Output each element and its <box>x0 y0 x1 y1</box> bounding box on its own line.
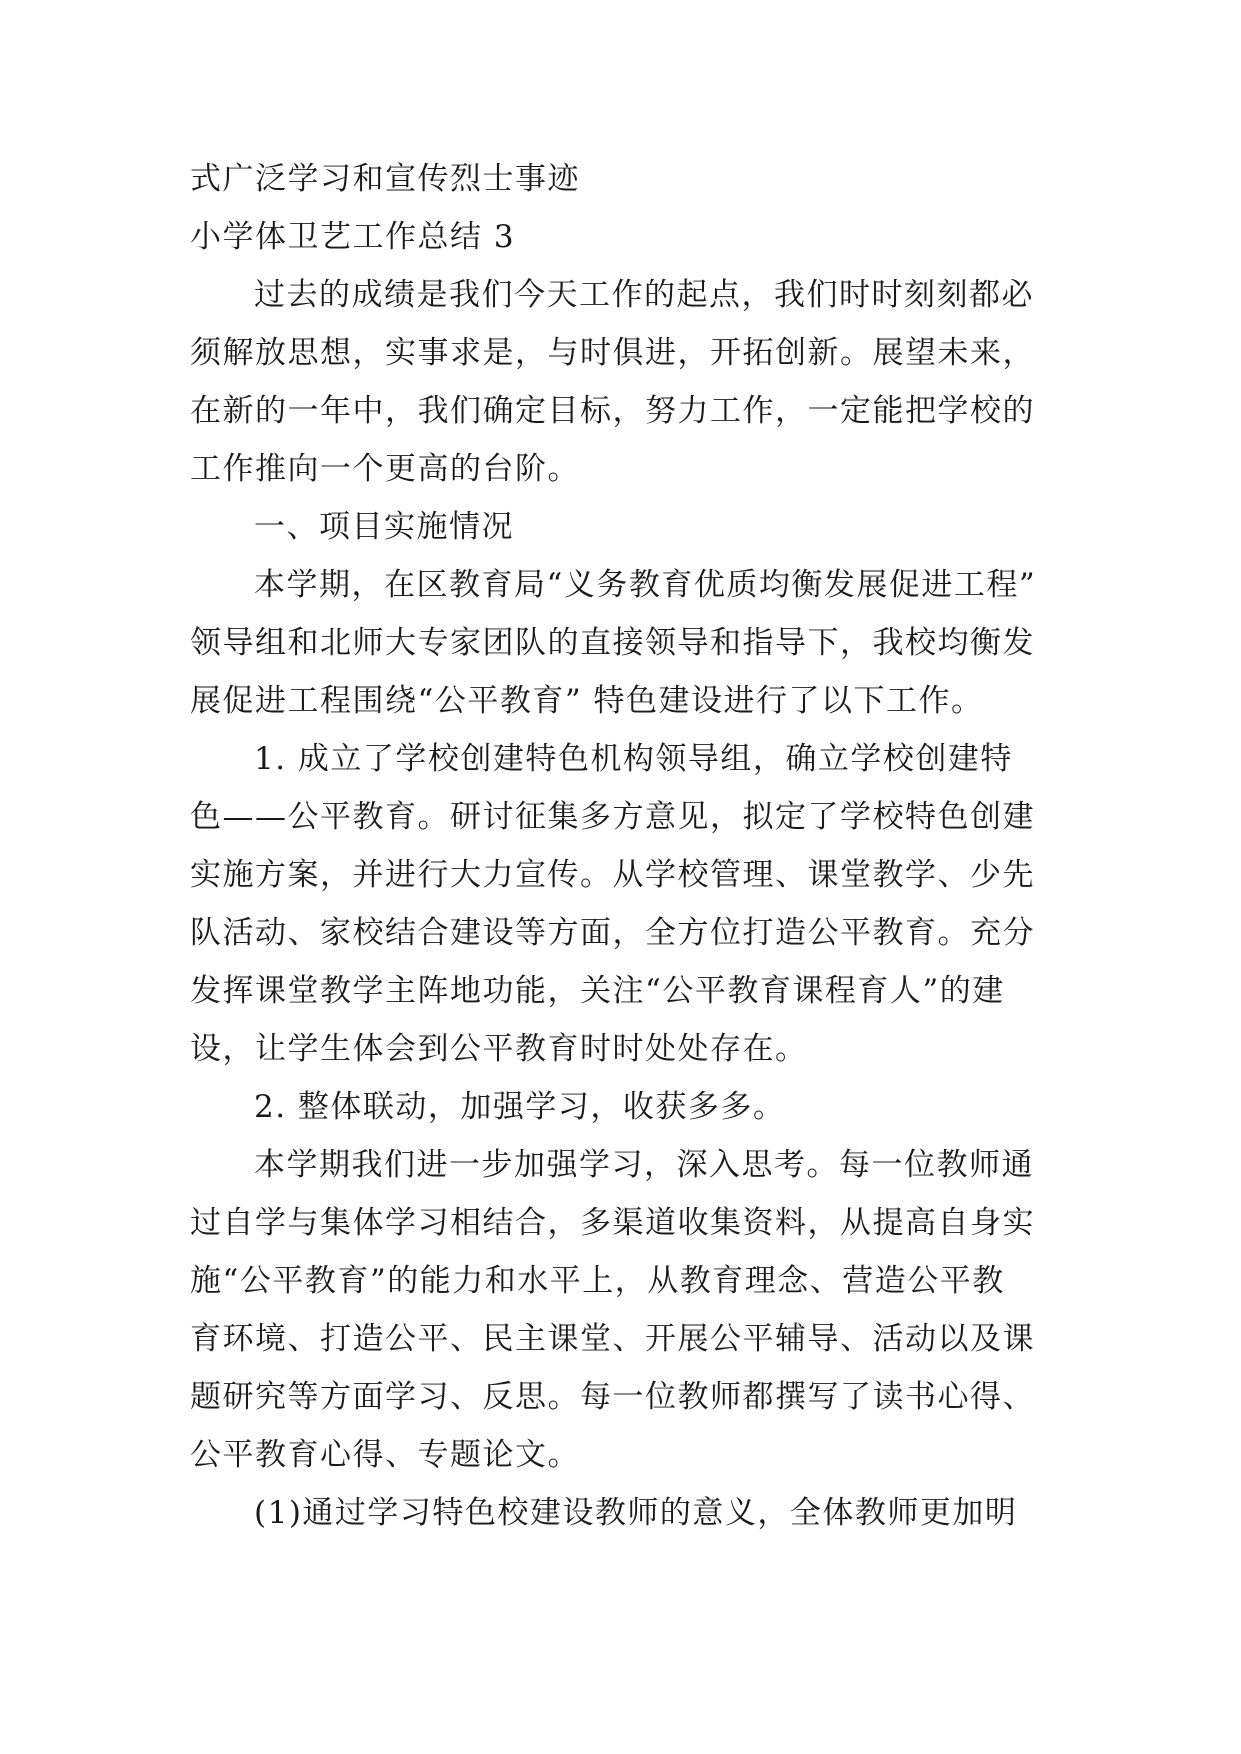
text-line: 过自学与集体学习相结合，多渠道收集资料，从提高自身实 <box>190 1205 1035 1241</box>
text-line: 队活动、家校结合建设等方面，全方位打造公平教育。充分 <box>190 915 1035 951</box>
section-title: 小学体卫艺工作总结 3 <box>190 219 516 255</box>
text-line: 本学期，在区教育局“义务教育优质均衡发展促进工程” <box>254 567 1037 603</box>
text-line: 公平教育心得、专题论文。 <box>190 1437 580 1473</box>
text-line: 式广泛学习和宣传烈士事迹 <box>190 161 580 197</box>
text-line: 须解放思想，实事求是，与时俱进，开拓创新。展望未来， <box>190 335 1035 371</box>
text-line: 领导组和北师大专家团队的直接领导和指导下，我校均衡发 <box>190 625 1035 661</box>
text-line: 2. 整体联动，加强学习，收获多多。 <box>254 1089 786 1125</box>
text-line: 实施方案，并进行大力宣传。从学校管理、课堂教学、少先 <box>190 857 1035 893</box>
text-line: 设，让学生体会到公平教育时时处处存在。 <box>190 1031 808 1067</box>
text-line: (1)通过学习特色校建设教师的意义，全体教师更加明 <box>254 1495 1018 1531</box>
text-line: 题研究等方面学习、反思。每一位教师都撰写了读书心得、 <box>190 1379 1035 1415</box>
text-line: 工作推向一个更高的台阶。 <box>190 451 580 487</box>
text-line: 育环境、打造公平、民主课堂、开展公平辅导、活动以及课 <box>190 1321 1035 1357</box>
text-line: 1. 成立了学校创建特色机构领导组，确立学校创建特 <box>254 741 1013 777</box>
text-line: 展促进工程围绕“公平教育” 特色建设进行了以下工作。 <box>190 683 984 719</box>
text-line: 施“公平教育”的能力和水平上，从教育理念、营造公平教 <box>190 1263 1005 1299</box>
document-body <box>190 150 1070 1542</box>
text-line: 过去的成绩是我们今天工作的起点，我们时时刻刻都必 <box>254 277 1034 313</box>
text-line: 色——公平教育。研讨征集多方意见，拟定了学校特色创建 <box>190 799 1035 835</box>
text-line: 在新的一年中，我们确定目标，努力工作，一定能把学校的 <box>190 393 1035 429</box>
heading-line: 一、项目实施情况 <box>254 509 514 545</box>
text-line: 本学期我们进一步加强学习，深入思考。每一位教师通 <box>254 1147 1034 1183</box>
text-line: 发挥课堂教学主阵地功能，关注“公平教育课程育人”的建 <box>190 973 1005 1009</box>
